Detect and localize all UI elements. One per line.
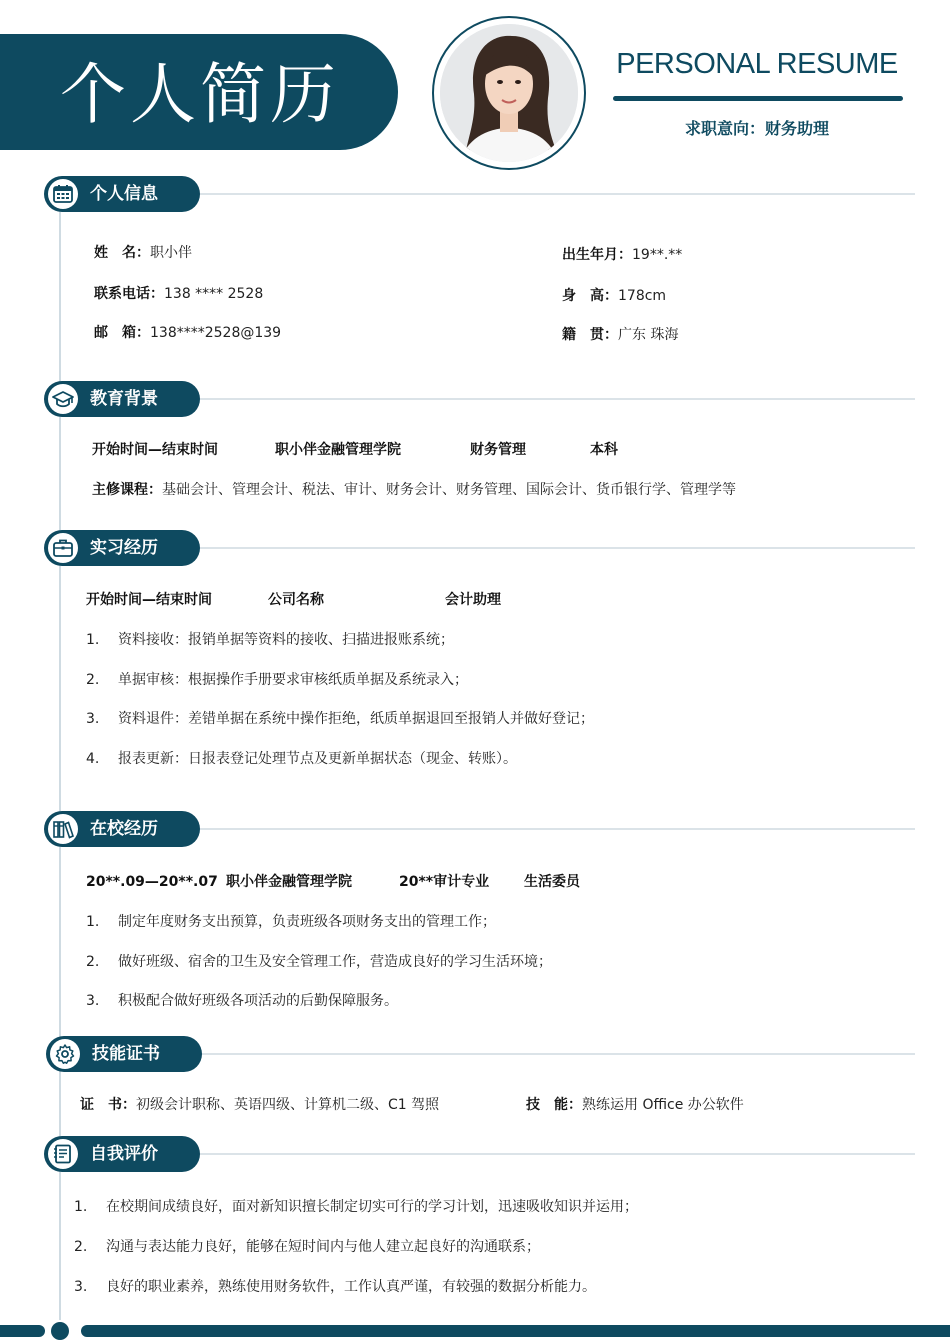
footer-dot [51, 1322, 69, 1340]
section-rule [200, 547, 915, 549]
section-header-internship [44, 530, 200, 566]
notebook-icon [48, 1139, 78, 1169]
section-title: 在校经历 [90, 819, 158, 839]
section-header-self [44, 1136, 200, 1172]
section-header-campus [44, 811, 200, 847]
list-item: 2. 单据审核：根据操作手册要求审核纸质单据及系统录入； [86, 672, 468, 688]
page-title: 个人简历 [60, 56, 340, 133]
english-title: PERSONAL RESUME [616, 48, 898, 80]
campus-major: 20**审计专业 [399, 874, 490, 890]
list-item: 2. 做好班级、宿舍的卫生及安全管理工作，营造成良好的学习生活环境； [86, 954, 552, 970]
info-origin: 籍 贯：广东 珠海 [562, 327, 679, 343]
briefcase-icon [48, 533, 78, 563]
edu-major: 财务管理 [470, 442, 526, 458]
graduation-cap-icon [48, 384, 78, 414]
intern-company: 公司名称 [268, 592, 324, 608]
section-header-education [44, 381, 200, 417]
section-title: 实习经历 [90, 538, 158, 558]
gear-icon [50, 1039, 80, 1069]
info-height: 身 高：178cm [562, 288, 667, 304]
intent-label: 求职意向： [684, 119, 765, 138]
section-rule [200, 1053, 915, 1055]
edu-school: 职小伴金融管理学院 [275, 442, 401, 458]
section-title: 教育背景 [90, 389, 158, 409]
section-header-personal [44, 176, 200, 212]
list-item: 2. 沟通与表达能力良好，能够在短时间内与他人建立起良好的沟通联系； [74, 1239, 540, 1255]
edu-courses: 主修课程：基础会计、管理会计、税法、审计、财务会计、财务管理、国际会计、货币银行学、管理学等 [92, 482, 736, 498]
skills-certificates: 证 书：初级会计职称、英语四级、计算机二级、C1 驾照 [80, 1097, 440, 1113]
title-underline [613, 96, 903, 101]
section-header-skills [46, 1036, 202, 1072]
section-rule [200, 1153, 915, 1155]
list-item: 3. 积极配合做好班级各项活动的后勤保障服务。 [86, 993, 398, 1009]
info-phone: 联系电话：138 **** 2528 [94, 286, 264, 302]
edu-period: 开始时间—结束时间 [92, 442, 218, 458]
list-item: 4. 报表更新：日报表登记处理节点及更新单据状态（现金、转账）。 [86, 751, 517, 767]
info-name: 姓 名：职小伴 [94, 245, 192, 261]
campus-role: 生活委员 [524, 874, 580, 890]
section-title: 个人信息 [90, 184, 158, 204]
info-birth: 出生年月：19**.** [562, 247, 683, 263]
job-intent [612, 116, 902, 139]
section-rule [200, 398, 915, 400]
list-item: 1. 资料接收：报销单据等资料的接收、扫描进报账系统； [86, 632, 454, 648]
intent-value: 财务助理 [765, 119, 830, 138]
list-item: 1. 在校期间成绩良好，面对新知识擅长制定切实可行的学习计划，迅速吸收知识并运用； [74, 1199, 638, 1215]
list-item: 1. 制定年度财务支出预算，负责班级各项财务支出的管理工作； [86, 914, 496, 930]
footer-bar-left [0, 1325, 45, 1337]
section-title: 技能证书 [92, 1044, 160, 1064]
list-item: 3. 良好的职业素养，熟练使用财务软件，工作认真严谨，有较强的数据分析能力。 [74, 1279, 596, 1295]
profile-photo [440, 24, 578, 162]
campus-school: 职小伴金融管理学院 [226, 874, 352, 890]
section-title: 自我评价 [90, 1144, 158, 1164]
skills-abilities: 技 能：熟练运用 Office 办公软件 [526, 1097, 744, 1113]
section-rule [200, 828, 915, 830]
edu-degree: 本科 [590, 442, 618, 458]
section-rule [200, 193, 915, 195]
footer-bar [81, 1325, 950, 1337]
intern-role: 会计助理 [445, 592, 501, 608]
info-email: 邮 箱：138****2528@139 [94, 325, 282, 341]
books-icon [48, 814, 78, 844]
calendar-icon [48, 179, 78, 209]
campus-period: 20**.09—20**.07 [86, 874, 218, 890]
profile-photo-frame [432, 16, 586, 170]
list-item: 3. 资料退件：差错单据在系统中操作拒绝，纸质单据退回至报销人并做好登记； [86, 711, 594, 727]
intern-period: 开始时间—结束时间 [86, 592, 212, 608]
